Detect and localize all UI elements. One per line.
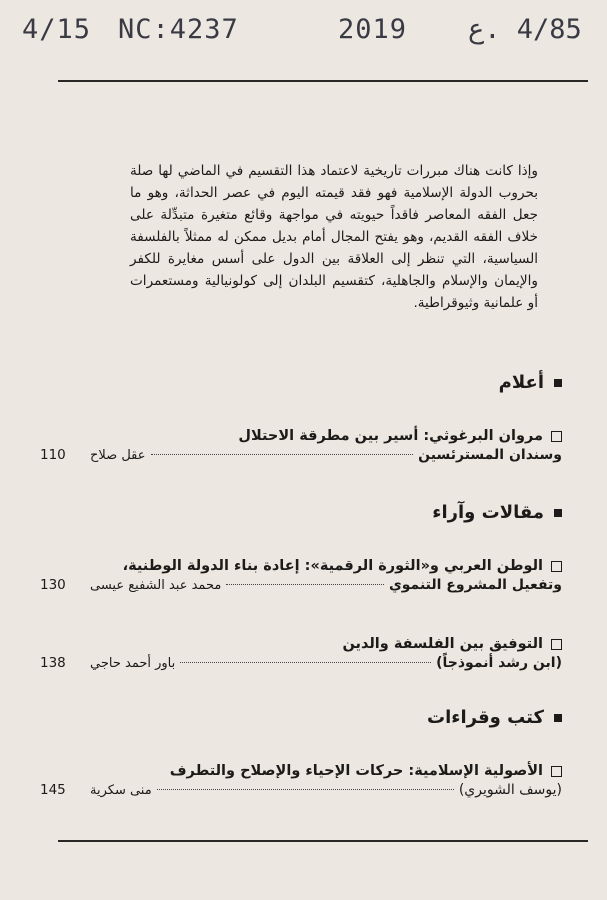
entry-page: 110 [40,447,66,463]
bottom-rule [58,840,588,842]
section-square-icon [554,509,562,517]
section-title: مقالات وآراء [432,502,544,523]
top-rule [58,80,588,82]
section-square-icon [554,379,562,387]
handwritten-call-number: NC:4237 [118,14,239,45]
checkbox-icon [551,639,562,650]
toc-entry [40,425,562,469]
entry-title-line2: (يوسف الشويري) [458,782,562,798]
section-heading-articles [432,502,562,523]
entry-title-line1: الوطن العربي و«الثورة الرقمية»: إعادة بناء الدولة الوطنية، [122,558,543,574]
entry-title-line2: وسندان المسترئسين [418,447,562,463]
dot-leader [180,662,431,663]
handwritten-year: 2019 [338,14,408,45]
entry-page: 145 [40,782,66,798]
entry-title-line2: (ابن رشد أنموذجاً) [436,655,562,671]
toc-entry [40,555,562,599]
entry-author: عقل صلاح [90,448,146,463]
entry-page: 130 [40,577,66,593]
checkbox-icon [551,431,562,442]
section-heading-books [427,707,562,728]
checkbox-icon [551,766,562,777]
section-heading-alam [499,372,562,393]
entry-author: محمد عبد الشفيع عيسى [90,578,222,593]
handwritten-note-left: 4/15 [22,14,92,45]
entry-title-line1: الأصولية الإسلامية: حركات الإحياء والإصلاح والتطرف [169,763,543,779]
section-square-icon [554,714,562,722]
entry-title-line1: التوفيق بين الفلسفة والدين [342,636,543,652]
entry-page: 138 [40,655,66,671]
entry-author: منى سكرية [90,783,152,798]
dot-leader [226,584,384,585]
section-title: كتب وقراءات [427,707,544,728]
entry-title-line1: مروان البرغوثي: أسير بين مطرقة الاحتلال [238,428,543,444]
dot-leader [157,789,454,790]
section-title: أعلام [498,372,544,393]
intro-paragraph: وإذا كانت هناك مبررات تاريخية لاعتماد هذا التقسيم في الماضي لها صلة بحروب الدولة الإسلامية فهو فقد قيمته اليوم في عصر الحداثة، وهو ما جعل الفقه المعاصر فاقداً حيويته في مواجهة وقائع متغيرة متبدِّلة على خلاف الفقه القديم، وهو يفتح المجال أمام بديل ممكن له ممثلاً بالفلسفة السياسية، التي تنظر إلى العلاقة بين الدول على أسس مغايرة للكفر والإيمان والإسلام والجاهلية، كتقسيم البلدان إلى كولونيالية ومستعمرات أو علمانية وثيوقراطية. [130,163,538,311]
toc-entry [40,760,562,804]
entry-title-line2: وتفعيل المشروع التنموي [388,577,562,593]
toc-entry [40,633,562,677]
dot-leader [151,454,414,455]
handwritten-note-right: 4/85 .ع [468,14,582,45]
checkbox-icon [551,561,562,572]
entry-author: باور أحمد حاجي [90,656,176,671]
